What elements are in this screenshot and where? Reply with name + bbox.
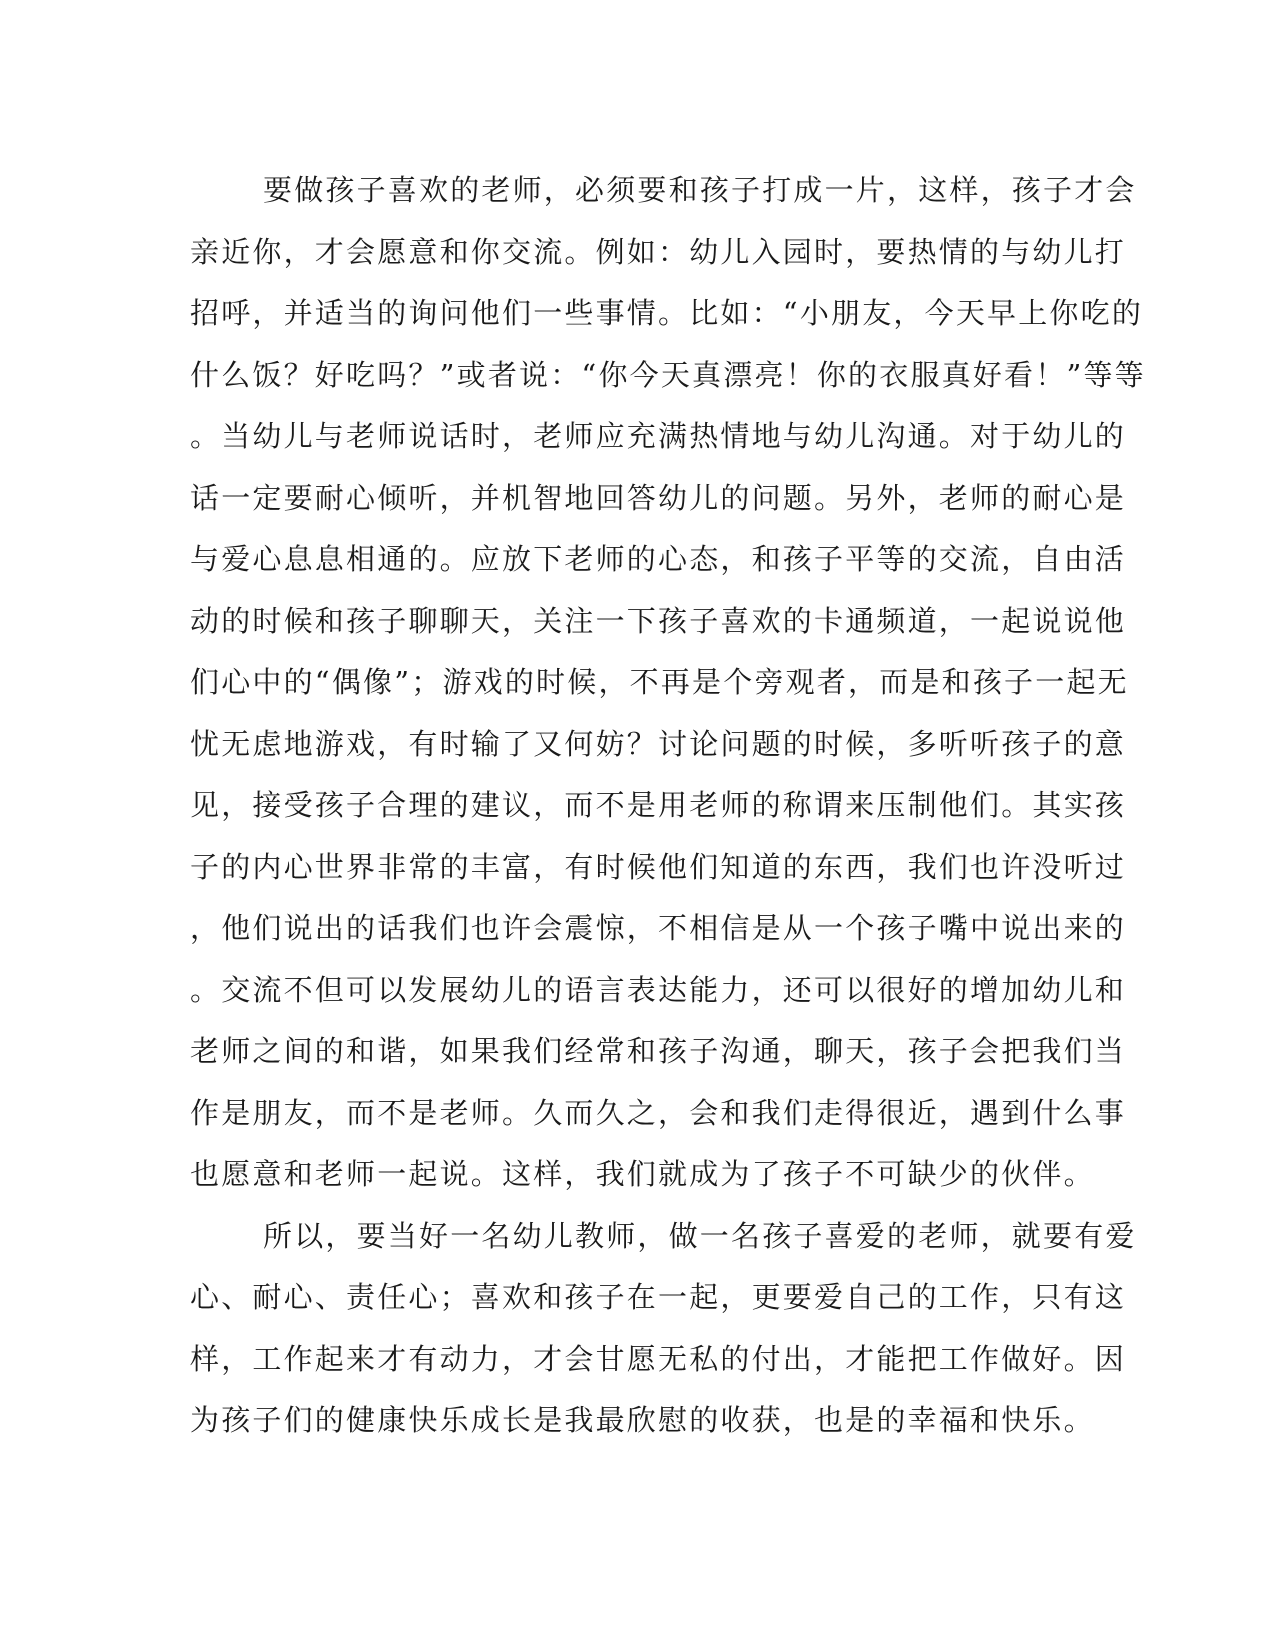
text-line: 忧无虑地游戏，有时输了又何妨？讨论问题的时候，多听听孩子的意 (190, 726, 1127, 761)
paragraph-1 (190, 160, 1146, 1206)
text-line: 亲近你，才会愿意和你交流。例如：幼儿入园时，要热情的与幼儿打 (190, 234, 1127, 269)
text-line: 子的内心世界非常的丰富，有时候他们知道的东西，我们也许没听过 (190, 849, 1127, 884)
text-line: 。当幼儿与老师说话时，老师应充满热情地与幼儿沟通。对于幼儿的 (190, 419, 1127, 453)
text-line: 话一定要耐心倾听，并机智地回答幼儿的问题。另外，老师的耐心是 (190, 480, 1127, 515)
text-line: 什么饭？好吃吗？”或者说：“你今天真漂亮！你的衣服真好看！”等等 (190, 357, 1146, 392)
text-line: 。交流不但可以发展幼儿的语言表达能力，还可以很好的增加幼儿和 (190, 972, 1127, 1007)
text-line: 见，接受孩子合理的建议，而不是用老师的称谓来压制他们。其实孩 (190, 788, 1127, 822)
text-line: 招呼，并适当的询问他们一些事情。比如：“小朋友，今天早上你吃的 (190, 296, 1144, 330)
text-line: 动的时候和孩子聊聊天，关注一下孩子喜欢的卡通频道，一起说说他 (190, 603, 1127, 638)
body-text (190, 160, 1146, 1452)
text-line: 样，工作起来才有动力，才会甘愿无私的付出，才能把工作做好。因 (190, 1341, 1127, 1376)
text-line: ，他们说出的话我们也许会震惊，不相信是从一个孩子嘴中说出来的 (190, 911, 1127, 945)
text-line: 所以，要当好一名幼儿教师，做一名孩子喜爱的老师，就要有爱 (263, 1218, 1137, 1253)
text-line: 老师之间的和谐，如果我们经常和孩子沟通，聊天，孩子会把我们当 (190, 1034, 1127, 1068)
paragraph-2 (190, 1206, 1137, 1452)
text-line: 心、耐心、责任心；喜欢和孩子在一起，更要爱自己的工作，只有这 (190, 1280, 1127, 1314)
text-line: 也愿意和老师一起说。这样，我们就成为了孩子不可缺少的伙伴。 (190, 1157, 1095, 1191)
text-line: 作是朋友，而不是老师。久而久之，会和我们走得很近，遇到什么事 (190, 1095, 1127, 1130)
text-line: 与爱心息息相通的。应放下老师的心态，和孩子平等的交流，自由活 (190, 542, 1127, 576)
text-line: 们心中的“偶像”；游戏的时候，不再是个旁观者，而是和孩子一起无 (190, 665, 1129, 699)
text-line: 为孩子们的健康快乐成长是我最欣慰的收获，也是的幸福和快乐。 (190, 1403, 1095, 1437)
text-line: 要做孩子喜欢的老师，必须要和孩子打成一片，这样，孩子才会 (263, 173, 1137, 207)
